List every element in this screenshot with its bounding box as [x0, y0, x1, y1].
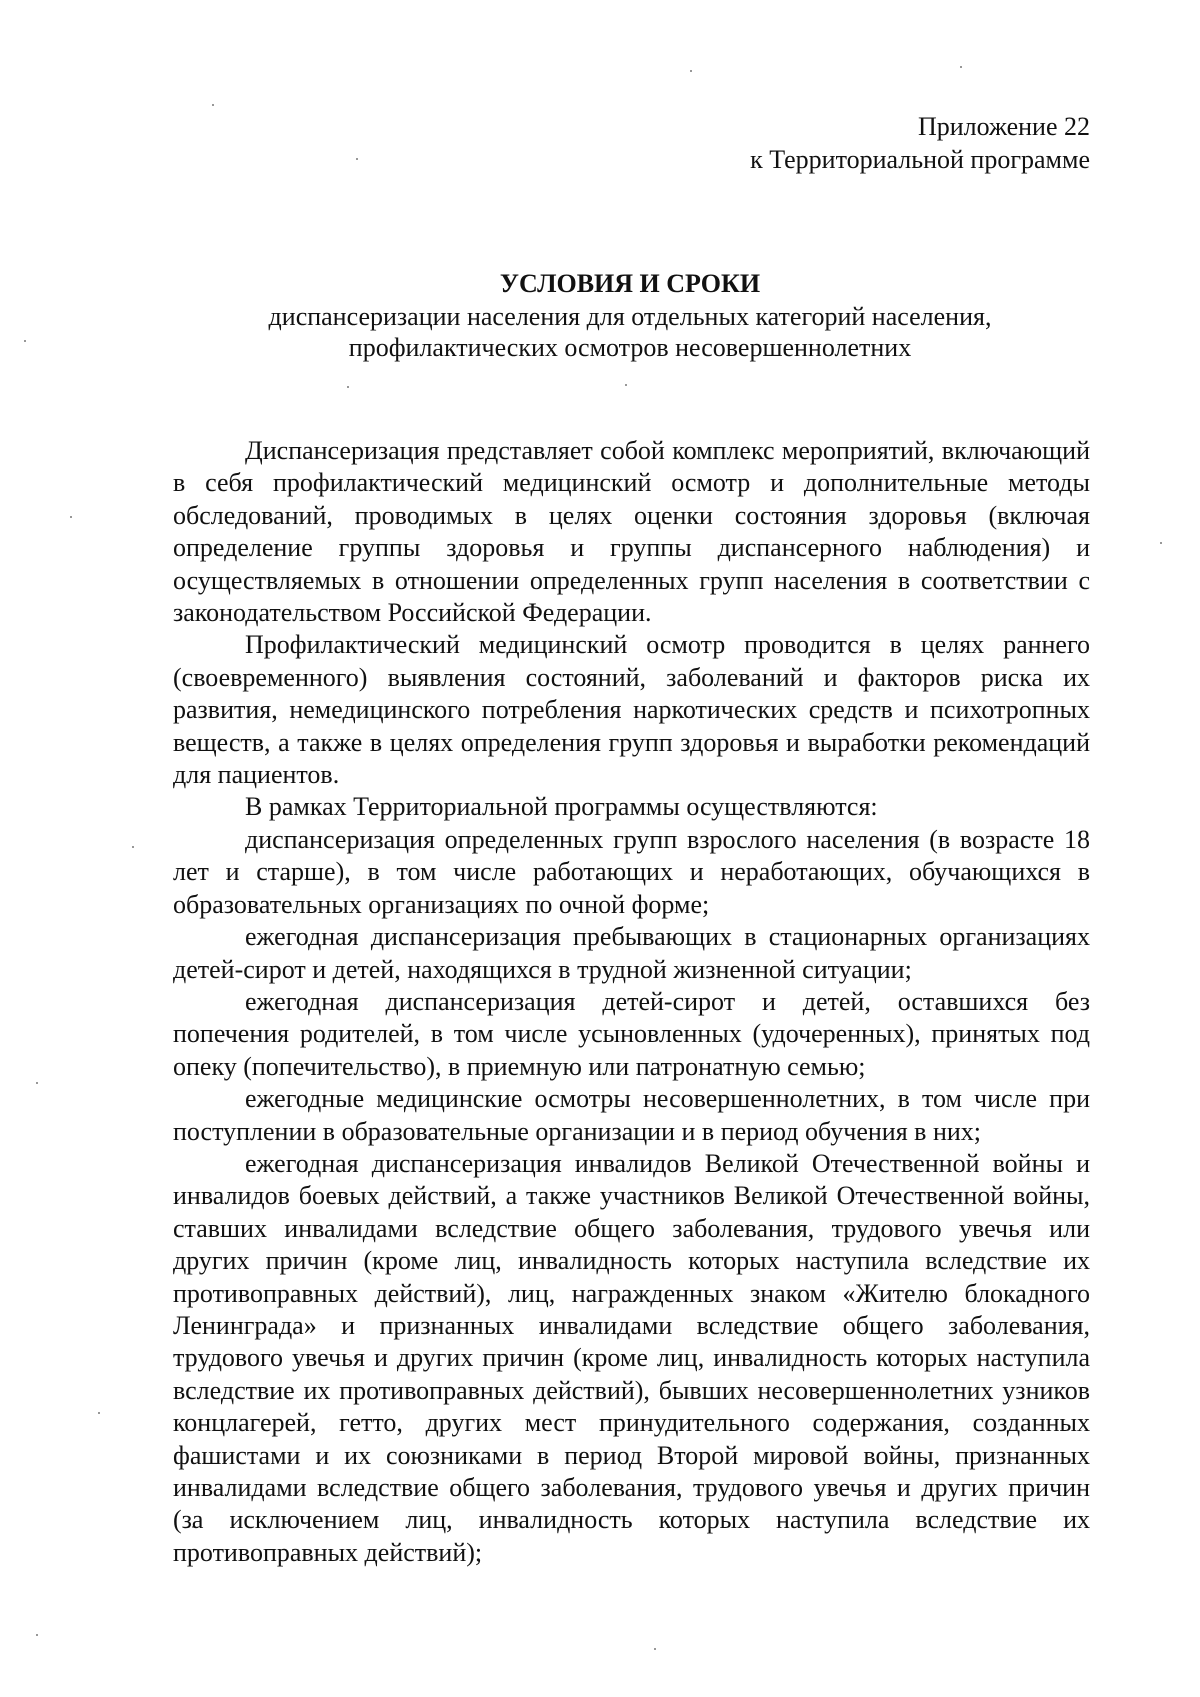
paragraph-dispensarization-definition: Диспансеризация представляет собой комплекс мероприятий, включающий в себя профилактический медицинский осмотр и дополнительные методы обследований, проводимых в целях оценки состояния здоровья (включая определение группы здоровья и группы диспансерного наблюдения) и осуществляемых в отношении определенных групп населения в соответствии с законодательством Российской Федерации.	[173, 436, 1090, 628]
paragraph-orphans-without-care: ежегодная диспансеризация детей-сирот и детей, оставшихся без попечения родителей, в том числе усыновленных (удочеренных), принятых под опеку (попечительство), в приемную или патронатную семью;	[173, 986, 1090, 1081]
paragraph-preventive-exam-definition: Профилактический медицинский осмотр проводится в целях раннего (своевременного) выявления состояний, заболеваний и факторов риска их развития, немедицинского потребления наркотических средств и психотропных веществ, а также в целях определения групп здоровья и выработки рекомендаций для пациентов.	[173, 630, 1090, 790]
appendix-reference: к Территориальной программе	[750, 145, 1090, 174]
scan-speck	[24, 340, 26, 342]
scan-speck	[960, 66, 962, 68]
paragraph-veterans-dispensarization: ежегодная диспансеризация инвалидов Великой Отечественной войны и инвалидов боевых действий, а также участников Великой Отечественной войны, ставших инвалидами вследствие общего заболевания, трудового увечья или других причин (кроме лиц, инвалидность которых наступила вследствие их противоправных действий), лиц, награжденных знаком «Жителю блокадного Ленинграда» и признанных инвалидами вследствие общего заболевания, трудового увечья и других причин (кроме лиц, инвалидность которых наступила вследствие их противоправных действий), бывших несовершеннолетних узников концлагерей, гетто, других мест принудительного содержания, созданных фашистами и их союзниками в период Второй мировой войны, признанных инвалидами вследствие общего заболевания, трудового увечья и других причин (за исключением лиц, инвалидность которых наступила вследствие их противоправных действий);	[173, 1148, 1090, 1567]
appendix-note	[750, 110, 1090, 176]
paragraph-program-intro: В рамках Территориальной программы осуществляются:	[245, 792, 878, 822]
scan-speck	[212, 104, 214, 106]
document-heading	[150, 268, 1110, 363]
scan-speck	[690, 70, 692, 72]
paragraph-adult-dispensarization: диспансеризация определенных групп взрослого населения (в возрасте 18 лет и старше), в том числе работающих и неработающих, обучающихся в образовательных организациях по очной форме;	[173, 824, 1090, 919]
scan-speck	[356, 158, 358, 160]
scan-speck	[654, 1648, 656, 1650]
document-subtitle-line-1: диспансеризации населения для отдельных категорий населения,	[268, 302, 992, 331]
document-subtitle-line-2: профилактических осмотров несовершеннолетних	[348, 333, 912, 362]
scan-speck	[36, 1634, 38, 1636]
appendix-number: Приложение 22	[917, 112, 1090, 141]
scan-speck	[1160, 542, 1162, 544]
scan-speck	[98, 1412, 100, 1414]
paragraph-minors-exams: ежегодные медицинские осмотры несовершеннолетних, в том числе при поступлении в образовательные организации и в период обучения в них;	[173, 1084, 1090, 1146]
scan-speck	[70, 516, 72, 518]
document-body	[173, 435, 1090, 1569]
scan-speck	[625, 384, 627, 386]
document-title: УСЛОВИЯ И СРОКИ	[499, 269, 761, 298]
scan-speck	[132, 846, 134, 848]
scan-speck	[347, 386, 349, 388]
scan-speck	[36, 1082, 38, 1084]
paragraph-orphans-in-institutions: ежегодная диспансеризация пребывающих в стационарных организациях детей-сирот и детей, находящихся в трудной жизненной ситуации;	[173, 922, 1090, 984]
